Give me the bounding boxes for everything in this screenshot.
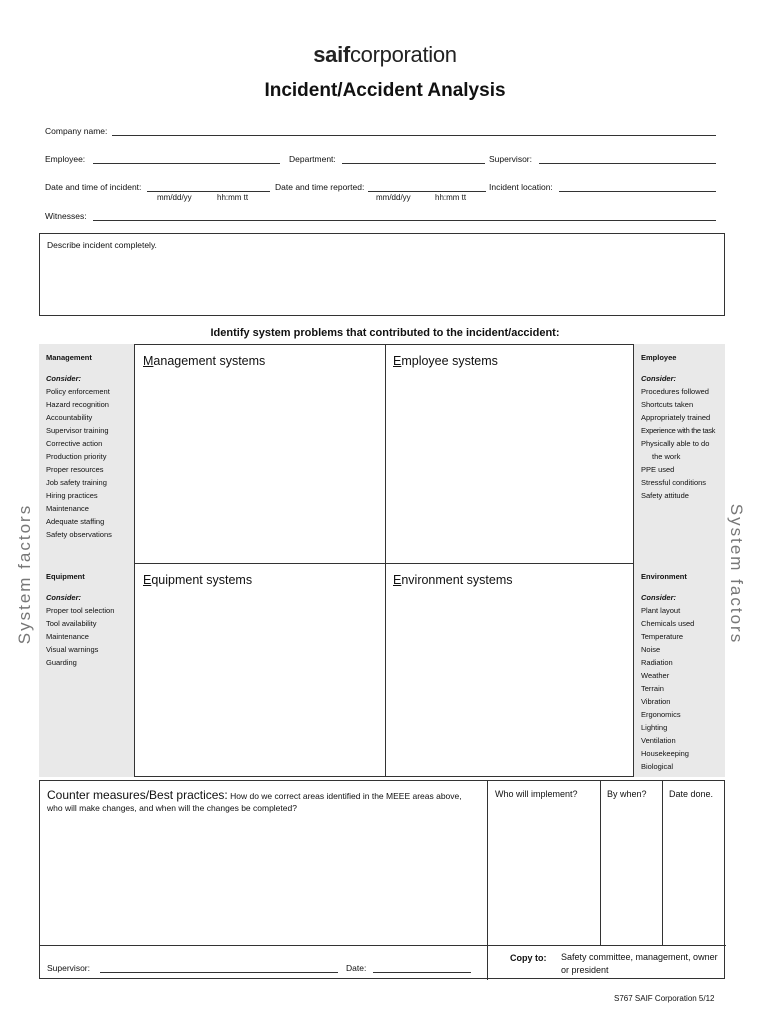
equipment-list bbox=[46, 604, 114, 669]
list-item: Chemicals used bbox=[641, 619, 695, 628]
date-done-header: Date done. bbox=[669, 789, 714, 799]
cm-date-field[interactable] bbox=[373, 972, 471, 973]
equipment-heading: Equipment bbox=[46, 572, 85, 581]
list-item: Housekeeping bbox=[641, 749, 689, 758]
incident-time-hint: hh:mm tt bbox=[217, 193, 249, 202]
describe-incident-box[interactable] bbox=[39, 233, 725, 316]
employee-consider: Consider: bbox=[641, 374, 677, 383]
list-item: PPE used bbox=[641, 465, 675, 474]
page-title: Incident/Accident Analysis bbox=[264, 80, 506, 101]
column-divider bbox=[487, 781, 488, 980]
cm-supervisor-field[interactable] bbox=[100, 972, 338, 973]
department-label: Department: bbox=[289, 154, 336, 164]
list-item: Job safety training bbox=[46, 478, 107, 487]
management-heading: Management bbox=[46, 353, 92, 362]
describe-incident-label: Describe incident completely. bbox=[47, 240, 157, 250]
list-item: Procedures followed bbox=[641, 387, 709, 396]
employee-field[interactable] bbox=[93, 163, 280, 164]
form-footer: S767 SAIF Corporation 5/12 bbox=[614, 994, 715, 1003]
list-item: Corrective action bbox=[46, 439, 103, 448]
copy-to-value: Safety committee, management, owner or president bbox=[561, 952, 718, 975]
employee-label: Employee: bbox=[45, 154, 86, 164]
column-divider bbox=[600, 781, 601, 945]
list-item: the work bbox=[652, 452, 681, 461]
list-item: Temperature bbox=[641, 632, 684, 641]
meee-grid bbox=[134, 344, 634, 777]
company-name-label: Company name: bbox=[45, 126, 108, 136]
employee-systems-cell[interactable]: Employee systems bbox=[393, 354, 498, 368]
management-list bbox=[46, 385, 112, 541]
row-divider bbox=[40, 945, 726, 946]
list-item: Noise bbox=[641, 645, 661, 654]
list-item: Safety observations bbox=[46, 530, 112, 539]
by-when-header: By when? bbox=[607, 789, 647, 799]
reported-time-hint: hh:mm tt bbox=[435, 193, 467, 202]
equipment-consider: Consider: bbox=[46, 593, 82, 602]
equipment-systems-cell[interactable]: Equipment systems bbox=[143, 573, 253, 587]
list-item: Shortcuts taken bbox=[641, 400, 694, 409]
list-item: Policy enforcement bbox=[46, 387, 110, 396]
list-item: Physically able to do bbox=[641, 439, 710, 448]
environment-list bbox=[641, 604, 694, 773]
list-item: Stressful conditions bbox=[641, 478, 707, 487]
reported-date-hint: mm/dd/yy bbox=[376, 193, 411, 202]
copy-to-label: Copy to: bbox=[510, 953, 547, 963]
list-item: Lighting bbox=[641, 723, 668, 732]
supervisor-label: Supervisor: bbox=[489, 154, 532, 164]
column-divider bbox=[662, 781, 663, 945]
list-item: Appropriately trained bbox=[641, 413, 711, 422]
identify-heading: Identify system problems that contributed to the incident/accident: bbox=[210, 327, 560, 339]
grid-divider-vertical bbox=[385, 345, 386, 776]
employee-list bbox=[641, 385, 715, 502]
list-item: Terrain bbox=[641, 684, 664, 693]
list-item: Maintenance bbox=[46, 632, 89, 641]
list-item: Weather bbox=[641, 671, 670, 680]
employee-heading: Employee bbox=[641, 353, 677, 362]
list-item: Tool availability bbox=[46, 619, 97, 628]
list-item: Production priority bbox=[46, 452, 107, 461]
list-item: Plant layout bbox=[641, 606, 681, 615]
date-time-incident-field[interactable] bbox=[147, 191, 270, 192]
list-item: Radiation bbox=[641, 658, 673, 667]
witnesses-field[interactable] bbox=[93, 220, 716, 221]
saif-logo: saifcorporation bbox=[313, 42, 457, 67]
countermeasures-table bbox=[39, 780, 725, 979]
list-item: Vibration bbox=[641, 697, 671, 706]
environment-consider: Consider: bbox=[641, 593, 677, 602]
grid-divider-horizontal bbox=[135, 563, 633, 564]
list-item: Supervisor training bbox=[46, 426, 109, 435]
list-item: Proper resources bbox=[46, 465, 104, 474]
list-item: Ventilation bbox=[641, 736, 676, 745]
list-item: Biological bbox=[641, 762, 674, 771]
list-item: Hazard recognition bbox=[46, 400, 109, 409]
date-time-reported-field[interactable] bbox=[368, 191, 486, 192]
list-item: Visual warnings bbox=[46, 645, 99, 654]
incident-location-field[interactable] bbox=[559, 191, 716, 192]
list-item: Safety attitude bbox=[641, 491, 689, 500]
environment-systems-cell[interactable]: Environment systems bbox=[393, 573, 513, 587]
management-systems-cell[interactable]: Management systems bbox=[143, 354, 266, 368]
list-item: Experience with the task bbox=[641, 426, 716, 435]
list-item: Hiring practices bbox=[46, 491, 98, 500]
date-time-reported-label: Date and time reported: bbox=[275, 182, 365, 192]
system-factors-right-label: System factors bbox=[727, 503, 746, 645]
witnesses-label: Witnesses: bbox=[45, 211, 87, 221]
incident-location-label: Incident location: bbox=[489, 182, 553, 192]
list-item: Maintenance bbox=[46, 504, 89, 513]
department-field[interactable] bbox=[342, 163, 485, 164]
supervisor-field[interactable] bbox=[539, 163, 716, 164]
incident-date-hint: mm/dd/yy bbox=[157, 193, 192, 202]
cm-supervisor-label: Supervisor: bbox=[47, 963, 90, 973]
countermeasures-text[interactable]: Counter measures/Best practices: How do we correct areas identified in the MEEE areas above, who will make changes, and when will the changes be completed? bbox=[47, 788, 462, 813]
who-will-implement-header: Who will implement? bbox=[495, 789, 578, 799]
list-item: Adequate staffing bbox=[46, 517, 105, 526]
date-time-incident-label: Date and time of incident: bbox=[45, 182, 142, 192]
company-name-field[interactable] bbox=[112, 135, 716, 136]
list-item: Accountability bbox=[46, 413, 93, 422]
list-item: Proper tool selection bbox=[46, 606, 115, 615]
cm-date-label: Date: bbox=[346, 963, 367, 973]
list-item: Guarding bbox=[46, 658, 77, 667]
system-factors-left-label: System factors bbox=[15, 503, 34, 645]
environment-heading: Environment bbox=[641, 572, 687, 581]
management-consider: Consider: bbox=[46, 374, 82, 383]
list-item: Ergonomics bbox=[641, 710, 681, 719]
